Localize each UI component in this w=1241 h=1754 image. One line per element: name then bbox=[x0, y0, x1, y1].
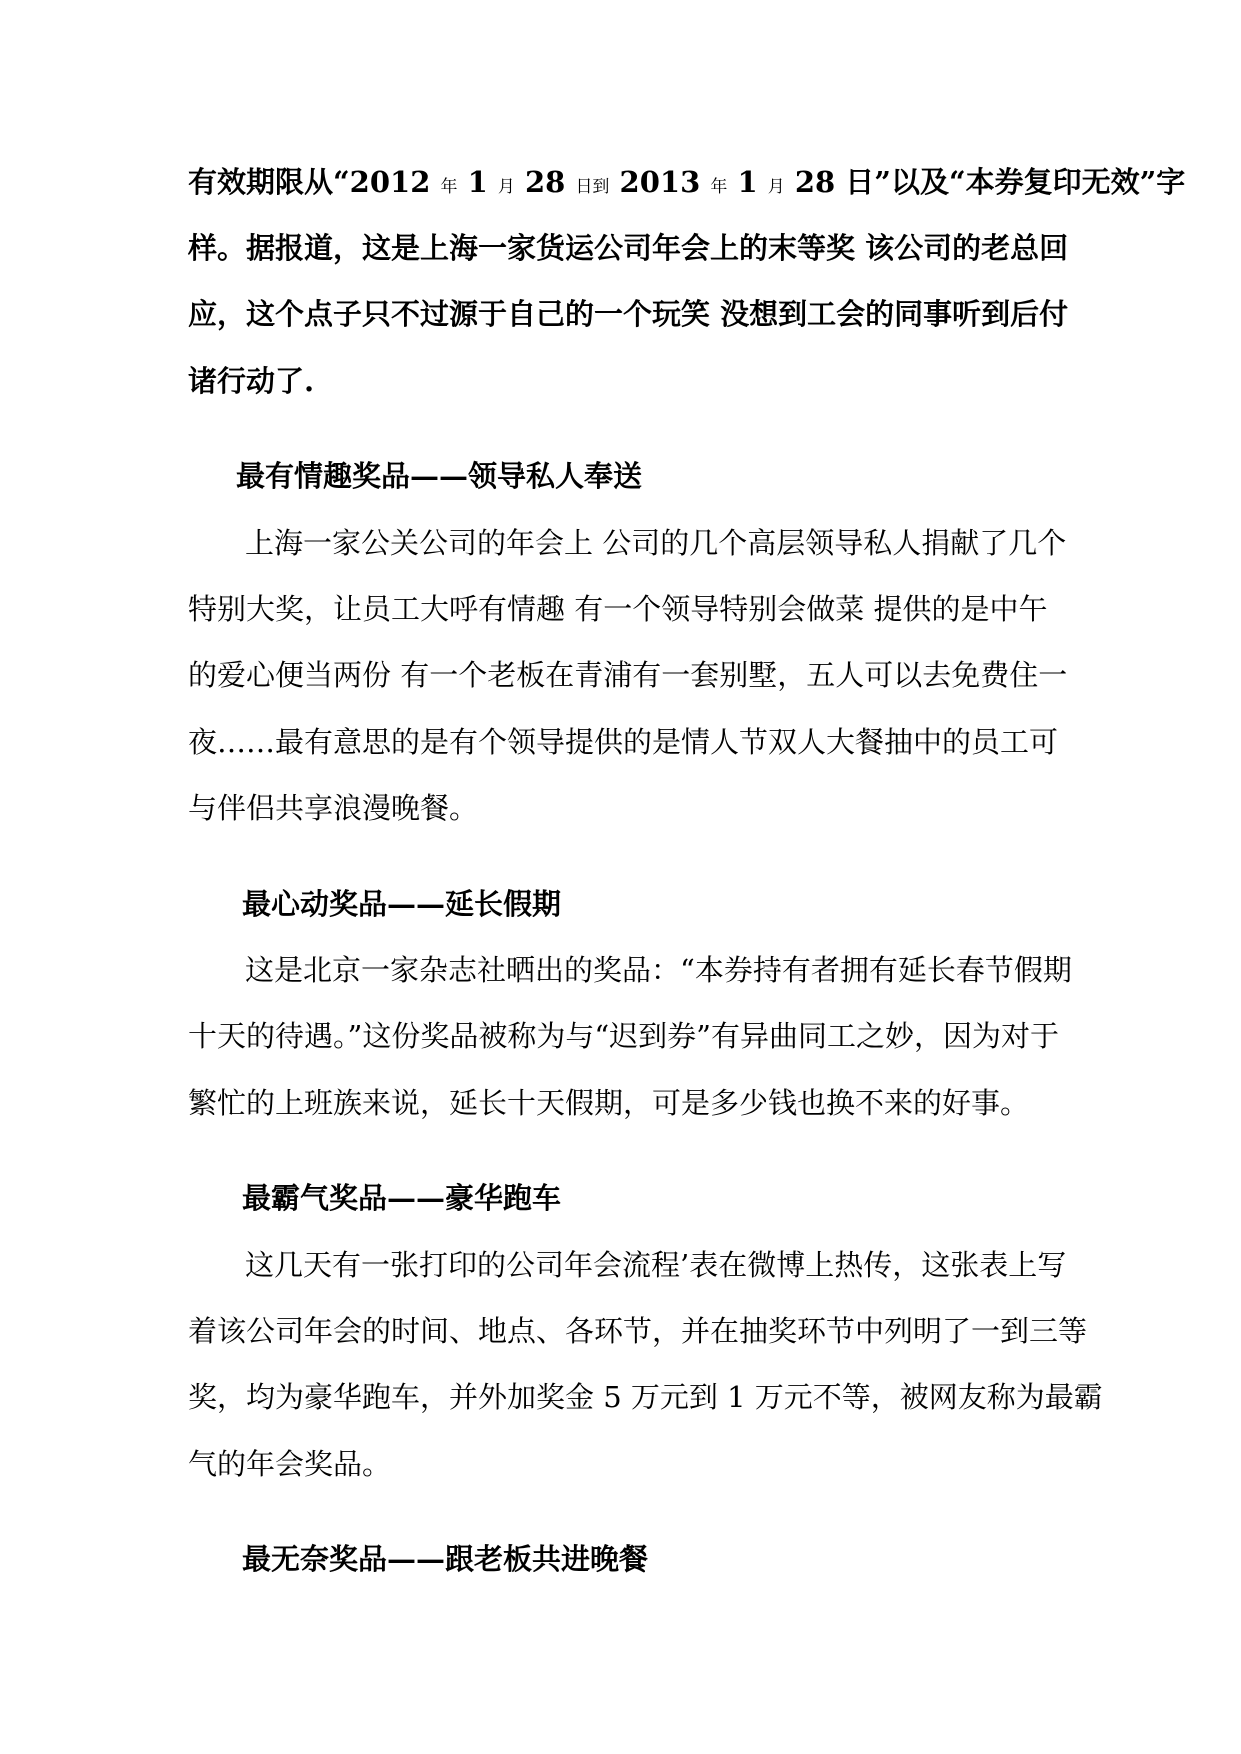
intro-line-1 bbox=[188, 162, 1185, 207]
intro-text: 年 bbox=[710, 177, 728, 197]
intro-text: 有效期限从“2012 bbox=[188, 165, 441, 199]
paragraph-line: 夜……最有意思的是有个领导提供的是情人节双人大餐抽中的员工可 bbox=[188, 725, 1059, 759]
intro-text: 28 日”以及“本券复印无效”字 bbox=[784, 165, 1186, 199]
paragraph-line: 特别大奖，让员工大呼有情趣 有一个领导特别会做菜 提供的是中午 bbox=[188, 592, 1048, 626]
intro-text: 1 bbox=[457, 165, 498, 199]
paragraph-line: 着该公司年会的时间、地点、各环节，并在抽奖环节中列明了一到三等 bbox=[188, 1314, 1088, 1348]
section-heading: 最霸气奖品——豪华跑车 bbox=[242, 1181, 562, 1215]
section-heading: 最有情趣奖品——领导私人奉送 bbox=[236, 459, 643, 493]
paragraph-line: 繁忙的上班族来说，延长十天假期，可是多少钱也换不来的好事。 bbox=[188, 1086, 1030, 1120]
intro-text: 月 bbox=[497, 177, 515, 197]
section-heading: 最无奈奖品——跟老板共进晚餐 bbox=[242, 1542, 649, 1576]
section-heading: 最心动奖品——延长假期 bbox=[242, 887, 562, 921]
paragraph-line: 奖，均为豪华跑车，并外加奖金 5 万元到 1 万元不等，被网友称为最霸 bbox=[188, 1380, 1103, 1414]
intro-line-2: 样。据报道，这是上海一家货运公司年会上的末等奖 该公司的老总回 bbox=[188, 231, 1069, 265]
intro-text: 1 bbox=[727, 165, 768, 199]
intro-text: 28 bbox=[514, 165, 576, 199]
intro-line-4: 诸行动了. bbox=[188, 364, 315, 398]
paragraph-line: 十天的待遇。”这份奖品被称为与“迟到券”有异曲同工之妙，因为对于 bbox=[188, 1019, 1059, 1053]
paragraph-line: 上海一家公关公司的年会上 公司的几个高层领导私人捐献了几个 bbox=[245, 526, 1067, 560]
paragraph-line: 这是北京一家杂志社晒出的奖品：“本券持有者拥有延长春节假期 bbox=[245, 953, 1072, 987]
intro-text: 月 bbox=[767, 177, 785, 197]
intro-text: 2013 bbox=[609, 165, 711, 199]
intro-line-3: 应，这个点子只不过源于自己的一个玩笑 没想到工会的同事听到后付 bbox=[188, 297, 1069, 331]
intro-text: 年 bbox=[440, 177, 458, 197]
paragraph-line: 的爱心便当两份 有一个老板在青浦有一套别墅，五人可以去免费住一 bbox=[188, 658, 1068, 692]
paragraph-line: 这几天有一张打印的公司年会流程’表在微博上热传，这张表上写 bbox=[245, 1248, 1067, 1282]
intro-text: 日到 bbox=[575, 177, 610, 197]
paragraph-line: 与伴侣共享浪漫晚餐。 bbox=[188, 791, 479, 825]
paragraph-line: 气的年会奖品。 bbox=[188, 1447, 392, 1481]
